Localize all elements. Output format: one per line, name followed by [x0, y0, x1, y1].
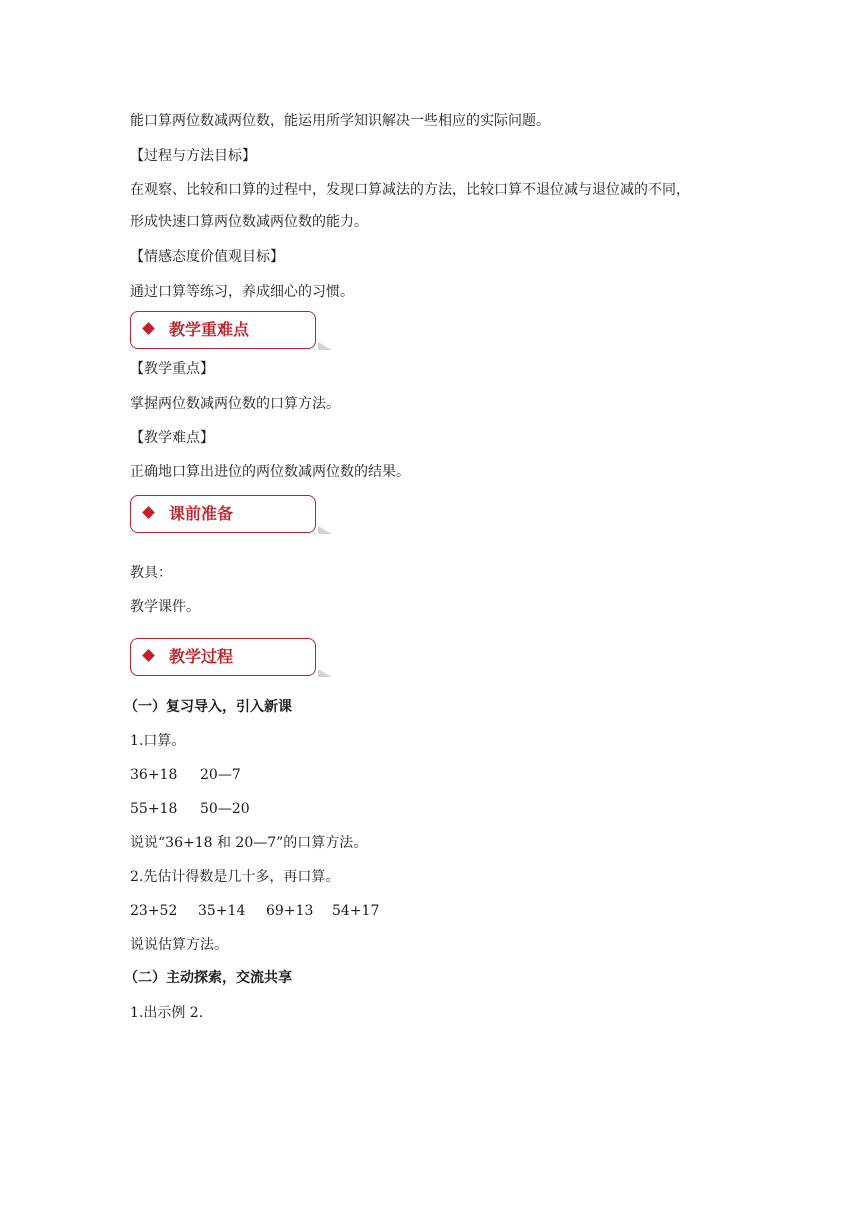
diamond-icon	[142, 649, 155, 662]
process-goal-text: 在观察、比较和口算的过程中，发现口算减法的方法，比较口算不退位减与退位减的不同，	[130, 182, 690, 198]
tools-label: 教具：	[130, 565, 172, 581]
section-title: 教学过程	[169, 647, 234, 666]
calc-row	[130, 799, 250, 819]
section-header-key-points	[130, 311, 316, 349]
goal-paragraph: 能口算两位数减两位数，能运用所学知识解决一些相应的实际问题。	[130, 113, 550, 129]
calc-expression: 55+18	[130, 801, 178, 817]
item-1: 1.口算。	[130, 733, 186, 749]
section-header-preparation	[130, 495, 316, 533]
key-label: 【教学重点】	[130, 361, 214, 377]
say-method: 说说“36+18 和 20—7”的口算方法。	[130, 835, 368, 851]
diamond-icon	[142, 322, 155, 335]
calc-row	[130, 765, 241, 785]
part1-title: （一）复习导入，引入新课	[124, 699, 292, 715]
item-3: 1.出示例 2.	[130, 1005, 204, 1021]
difficult-label: 【教学难点】	[130, 430, 214, 446]
tools-text: 教学课件。	[130, 599, 200, 615]
calc-expression: 23+52	[130, 903, 178, 919]
calc-expression: 35+14	[198, 903, 246, 919]
process-goal-label: 【过程与方法目标】	[130, 148, 256, 164]
item-2: 2.先估计得数是几十多，再口算。	[130, 869, 340, 885]
calc-row	[130, 901, 379, 921]
difficult-text: 正确地口算出进位的两位数减两位数的结果。	[130, 464, 410, 480]
say-estimate: 说说估算方法。	[130, 937, 228, 953]
calc-expression: 69+13	[266, 903, 314, 919]
process-goal-text-cont: 形成快速口算两位数减两位数的能力。	[130, 214, 368, 230]
section-title: 教学重难点	[169, 320, 250, 339]
emotion-goal-label: 【情感态度价值观目标】	[130, 249, 284, 265]
emotion-goal-text: 通过口算等练习，养成细心的习惯。	[130, 284, 354, 300]
section-header-shadow	[318, 526, 332, 534]
key-text: 掌握两位数减两位数的口算方法。	[130, 396, 340, 412]
section-header-shadow	[318, 342, 332, 350]
part2-title: （二）主动探索，交流共享	[124, 970, 292, 986]
calc-expression: 20—7	[200, 767, 241, 783]
section-header-shadow	[318, 669, 332, 677]
calc-expression: 54+17	[332, 903, 380, 919]
diamond-icon	[142, 506, 155, 519]
section-title: 课前准备	[169, 504, 234, 523]
calc-expression: 50—20	[200, 801, 250, 817]
calc-expression: 36+18	[130, 767, 178, 783]
section-header-process	[130, 638, 316, 676]
